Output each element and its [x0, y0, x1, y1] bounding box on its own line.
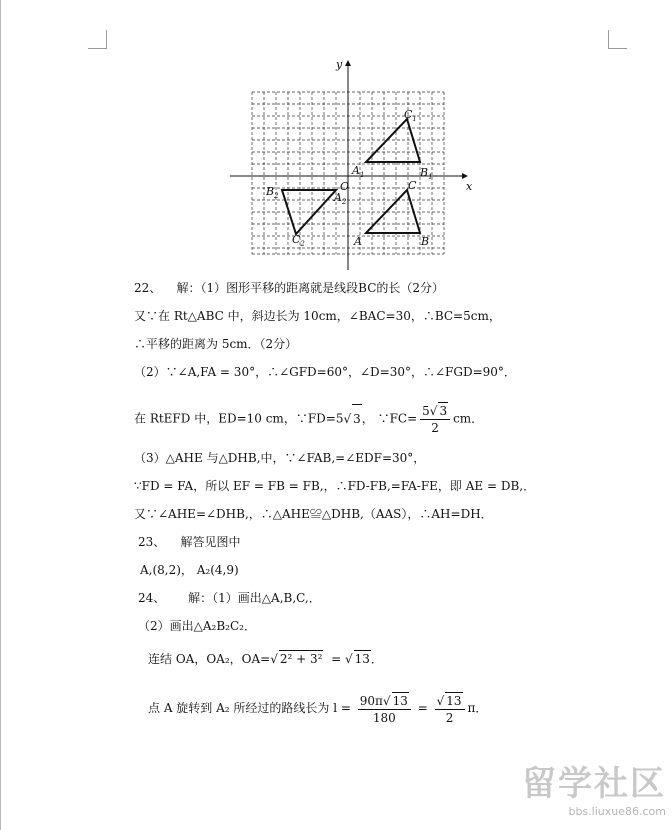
label-b1-sub: 1	[428, 173, 433, 181]
oa-text: 连结 OA，OA₂，OA=	[148, 652, 271, 666]
arc-end: π．	[467, 701, 488, 715]
oa-eq: =	[331, 652, 342, 666]
q22-part2: （2）∵∠A,FA = 30°，∴∠GFD=60°，∠D=30°，∴∠FGD=90°．	[134, 365, 516, 379]
label-c2-sub: 2	[300, 240, 305, 248]
triangle-abc	[366, 190, 420, 233]
q22-number: 22、	[134, 281, 162, 295]
q24-part2: （2）画出△A₂B₂C₂．	[138, 619, 256, 633]
label-b1: B	[420, 166, 429, 179]
q23-answer: A,(8,2)， A₂(4,9)	[140, 563, 239, 577]
page-left-edge	[0, 0, 1, 830]
x-axis-arrow	[462, 173, 468, 179]
q24-heading	[138, 590, 321, 606]
q22-part1: 解：（1）图形平移的距离就是线段BC的长（2分）	[176, 281, 445, 295]
q22-line5: 在 RtEFD 中，ED=10 cm，∵FD=5√ 3， ∵FC= $\frac{5√ 3}{2}$ cm．	[134, 404, 484, 435]
fc-num-root: 3	[439, 404, 448, 418]
watermark-url: bbs.liuxue86.com	[568, 805, 666, 818]
label-b2-sub: 2	[274, 192, 279, 200]
crop-mark-top-right	[608, 30, 627, 49]
label-b: B	[421, 235, 430, 248]
svg-text:C1	[404, 108, 417, 123]
q24-part1: 解：（1）画出△A,B,C,．	[188, 591, 321, 605]
arc-den: 180	[372, 710, 396, 725]
q24-oa-line: 连结 OA，OA₂，OA=√ 2² + 3² = √ 13．	[148, 652, 383, 666]
q23-text: 解答见图中	[180, 535, 241, 549]
crop-mark-top-left	[88, 30, 107, 49]
svg-text:A1	[351, 164, 364, 179]
label-a1-sub: 1	[359, 171, 365, 179]
q22-part3: （3）△AHE 与△DHB,中，∵∠FAB,=∠EDF=30°，	[134, 451, 426, 465]
fc-den: 2	[431, 421, 439, 435]
q23-number: 23、	[138, 535, 166, 549]
q22-line5-b: ， ∵FC=	[361, 411, 418, 426]
q22-line5-c: cm．	[453, 411, 484, 426]
svg-text:B2	[265, 185, 279, 200]
y-axis-arrow	[345, 60, 351, 66]
label-c1-sub: 1	[412, 115, 417, 123]
fc-num-coef: 5	[422, 404, 430, 418]
arc-text: 点 A 旋转到 A₂ 所经过的路线长为 l =	[148, 701, 351, 715]
arc-num-root: 13	[392, 693, 408, 708]
svg-text:A2	[333, 191, 347, 206]
q22-heading	[134, 280, 444, 296]
label-a2: A	[334, 191, 342, 204]
q22-line3: ∴平移的距离为 5cm．（2分）	[134, 337, 298, 351]
q23-heading	[138, 534, 241, 550]
q22-line5-a: 在 RtEFD 中，ED=10 cm，∵FD=5	[134, 411, 344, 426]
arc-eq: =	[417, 701, 428, 715]
axis-y-label: y	[336, 58, 343, 71]
watermark	[522, 756, 666, 818]
sqrt-13: 13	[354, 652, 370, 666]
fraction-arc-2: $\frac{√ 13}{2}$	[435, 692, 465, 726]
oa-end: ．	[370, 652, 383, 666]
label-c1: C	[404, 108, 413, 121]
label-a: A	[354, 235, 362, 248]
origin-label: O	[340, 180, 350, 193]
label-b2: B	[266, 185, 275, 198]
svg-text:C2	[292, 233, 305, 248]
arc-num-coef: 90π	[359, 693, 383, 708]
axis-x-label: x	[466, 180, 473, 193]
q24-arc-line	[148, 688, 487, 728]
sqrt-3: 3	[352, 404, 362, 433]
triangle-a1b1c1	[366, 119, 420, 162]
fraction-arc-1: $\frac{90\pi√ 13}{180}$	[358, 692, 411, 726]
arc2-num-root: 13	[446, 693, 462, 708]
q24-number: 24、	[138, 591, 166, 605]
q22-line8: 又∵∠AHE=∠DHB,，∴△AHE≌△DHB,（AAS），∴AH=DH．	[134, 507, 493, 521]
arc2-den: 2	[445, 710, 454, 725]
label-c: C	[408, 179, 417, 192]
label-a1: A	[352, 164, 360, 177]
sqrt-2sq-3sq: 2² + 3²	[279, 652, 323, 666]
watermark-logo-text: 留学社区	[522, 764, 666, 804]
q22-line2: 又∵在 Rt△ABC 中，斜边长为 10cm，∠BAC=30，∴BC=5cm，	[134, 309, 501, 323]
label-a2-sub: 2	[341, 198, 347, 206]
coordinate-figure	[225, 55, 485, 275]
svg-text:B1	[419, 166, 433, 181]
q22-line7: ∵FD = FA，所以 EF = FB = FB,，∴FD-FB,=FA-FE，即 AE = DB,．	[134, 479, 536, 493]
fraction-fc: $\frac{5√ 3}{2}$	[420, 402, 450, 436]
label-c2: C	[292, 233, 301, 246]
